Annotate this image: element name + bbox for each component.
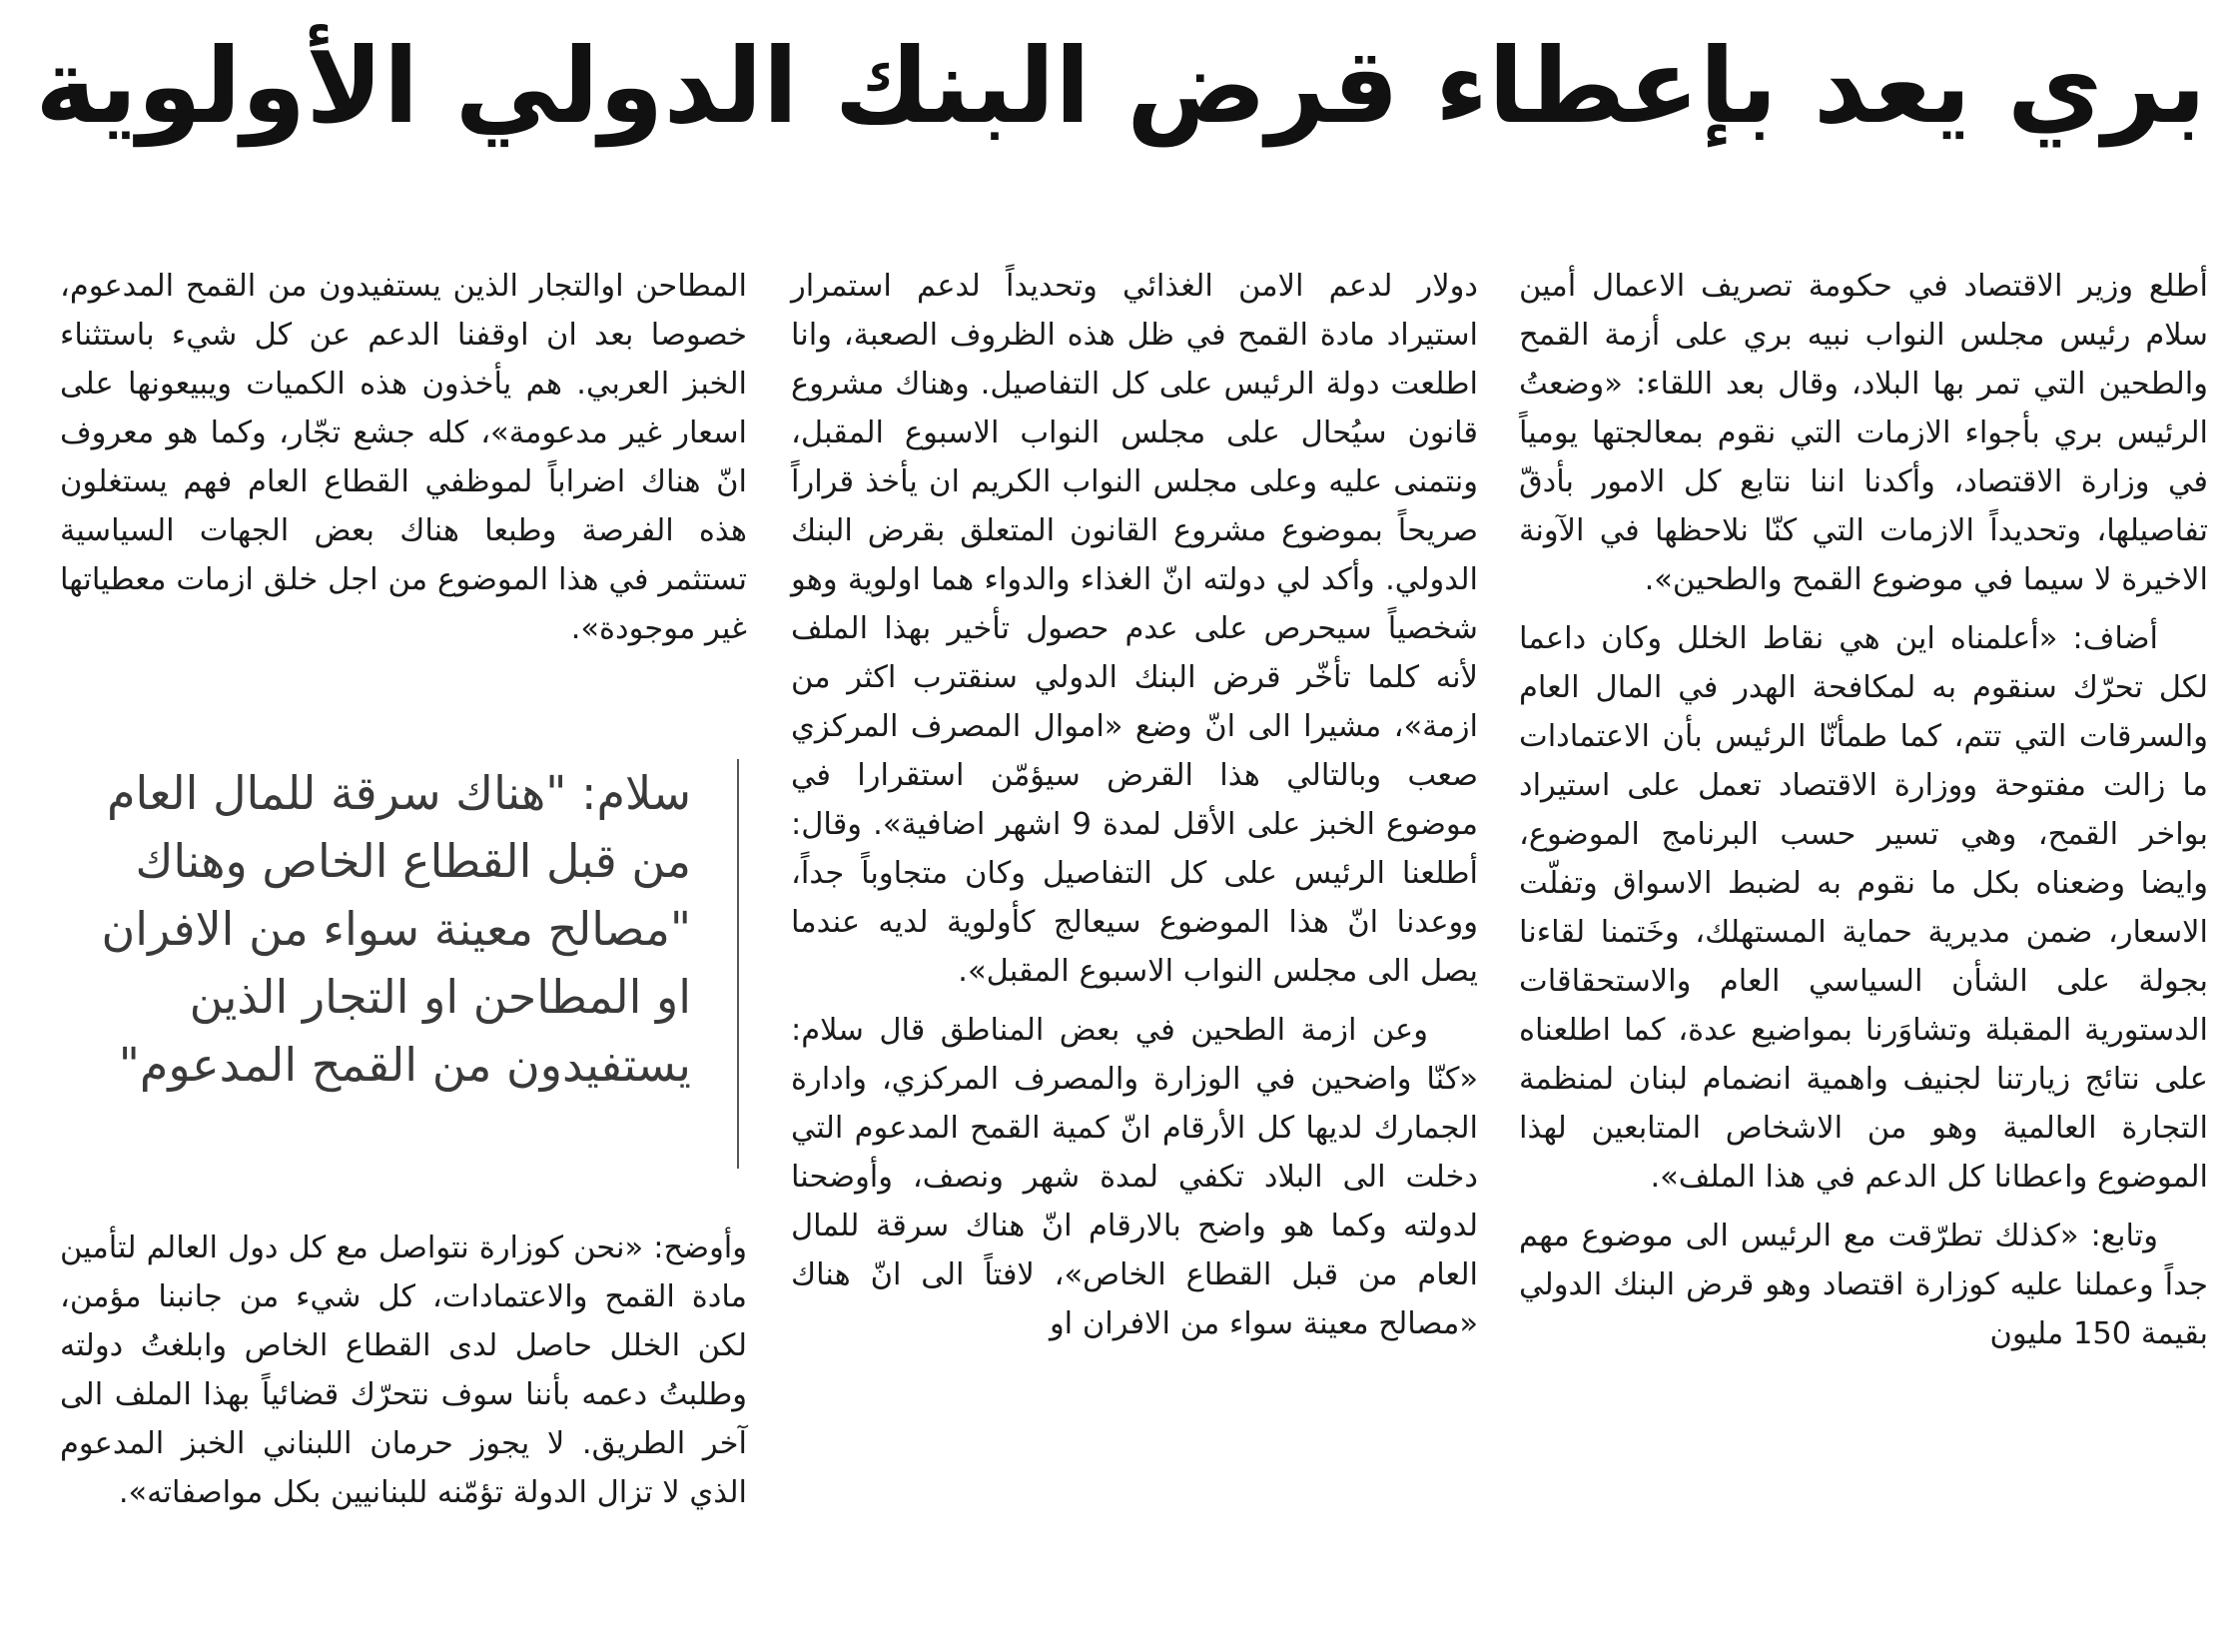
article-column-1 <box>1519 262 2208 1640</box>
article-paragraph: وأوضح: «نحن كوزارة نتواصل مع كل دول العالم لتأمين مادة القمح والاعتمادات، كل شيء من جانبنا مؤمن، لكن الخلل حاصل لدى القطاع الخاص وابلغتُ دولته وطلبتُ دعمه بأننا سوف نتحرّك قضائياً بهذا الملف الى آخر الطريق. لا يجوز حرمان اللبناني الخبز المدعوم الذي لا تزال الدولة تؤمّنه للبنانيين بكل مواصفاته». <box>60 1231 747 1510</box>
article-headline: بري يعد بإعطاء قرض البنك الدولي الأولوية <box>35 25 2206 147</box>
article-paragraph: المطاحن اوالتجار الذين يستفيدون من القمح المدعوم، خصوصا بعد ان اوقفنا الدعم عن كل شيء باستثناء الخبز العربي. هم يأخذون هذه الكميات ويبيعونها على اسعار غير مدعومة»، كله جشع تجّار، وكما هو معروف انّ هناك اضراباً لموظفي القطاع العام فهم يستغلون هذه الفرصة وطبعا هناك بعض الجهات السياسية تستثمر في هذا الموضوع من اجل خلق ازمات معطياتها غير موجودة». <box>60 269 747 646</box>
article-column-2 <box>791 262 1478 1640</box>
article-paragraph: وتابع: «كذلك تطرّقت مع الرئيس الى موضوع مهم جداً وعملنا عليه كوزارة اقتصاد وهو قرض البنك الدولي بقيمة 150 مليون <box>1519 1219 2208 1351</box>
article-paragraph: أطلع وزير الاقتصاد في حكومة تصريف الاعمال أمين سلام رئيس مجلس النواب نبيه بري على أزمة القمح والطحين التي تمر بها البلاد، وقال بعد اللقاء: «وضعتُ الرئيس بري بأجواء الازمات التي نقوم بمعالجتها يومياً في وزارة الاقتصاد، وأكدنا اننا نتابع كل الامور بأدقّ تفاصيلها، وتحديداً الازمات التي كنّا نلاحظها في الآونة الاخيرة لا سيما في موضوع القمح والطحين». <box>1519 269 2208 597</box>
article-paragraph: أضاف: «أعلمناه اين هي نقاط الخلل وكان داعما لكل تحرّك سنقوم به لمكافحة الهدر في المال العام والسرقات التي تتم، كما طمأنّا الرئيس بأن الاعتمادات ما زالت مفتوحة ووزارة الاقتصاد تعمل على استيراد بواخر القمح، وهي تسير حسب البرنامج الموضوع، وايضا وضعناه بكل ما نقوم به لضبط الاسواق وتفلّت الاسعار، ضمن مديرية حماية المستهلك، وخَتمنا لقاءنا بجولة على الشأن السياسي العام والاستحقاقات الدستورية المقبلة وتشاوَرنا بمواضيع عدة، كما اطلعناه على نتائج زيارتنا لجنيف واهمية انضمام لبنان لمنظمة التجارة العالمية وهو من الاشخاص المتابعين لهذا الموضوع واعطانا كل الدعم في هذا الملف». <box>1519 621 2208 1195</box>
pull-quote: سلام: "هناك سرقة للمال العام من قبل القطاع الخاص وهناك "مصالح معينة سواء من الافران او المطاحن او التجار الذين يستفيدون من القمح المدعوم" <box>80 759 739 1169</box>
article-paragraph: وعن ازمة الطحين في بعض المناطق قال سلام: «كنّا واضحين في الوزارة والمصرف المركزي، وادارة الجمارك لديها كل الأرقام انّ كمية القمح المدعوم التي دخلت الى البلاد تكفي لمدة شهر ونصف، وأوضحنا لدولته وكما هو واضح بالارقام انّ هناك سرقة للمال العام من قبل القطاع الخاص»، لافتاً الى انّ هناك «مصالح معينة سواء من الافران او <box>791 1013 1478 1341</box>
article-paragraph: دولار لدعم الامن الغذائي وتحديداً لدعم استمرار استيراد مادة القمح في ظل هذه الظروف الصعبة، وانا اطلعت دولة الرئيس على كل التفاصيل. وهناك مشروع قانون سيُحال على مجلس النواب الاسبوع المقبل، ونتمنى عليه وعلى مجلس النواب الكريم ان يأخذ قراراً صريحاً بموضوع مشروع القانون المتعلق بقرض البنك الدولي. وأكد لي دولته انّ الغذاء والدواء هما اولوية وهو شخصياً سيحرص على عدم حصول تأخير بهذا الملف لأنه كلما تأخّر قرض البنك الدولي سنقترب اكثر من ازمة»، مشيرا الى انّ وضع «اموال المصرف المركزي صعب وبالتالي هذا القرض سيؤمّن استقرارا في موضوع الخبز على الأقل لمدة 9 اشهر اضافية». وقال: أطلعنا الرئيس على كل التفاصيل وكان متجاوباً جداً، ووعدنا انّ هذا الموضوع سيعالج كأولوية لديه عندما يصل الى مجلس النواب الاسبوع المقبل». <box>791 269 1478 989</box>
article-column-3-bottom <box>60 1224 747 1623</box>
article-column-3-top <box>60 262 747 721</box>
